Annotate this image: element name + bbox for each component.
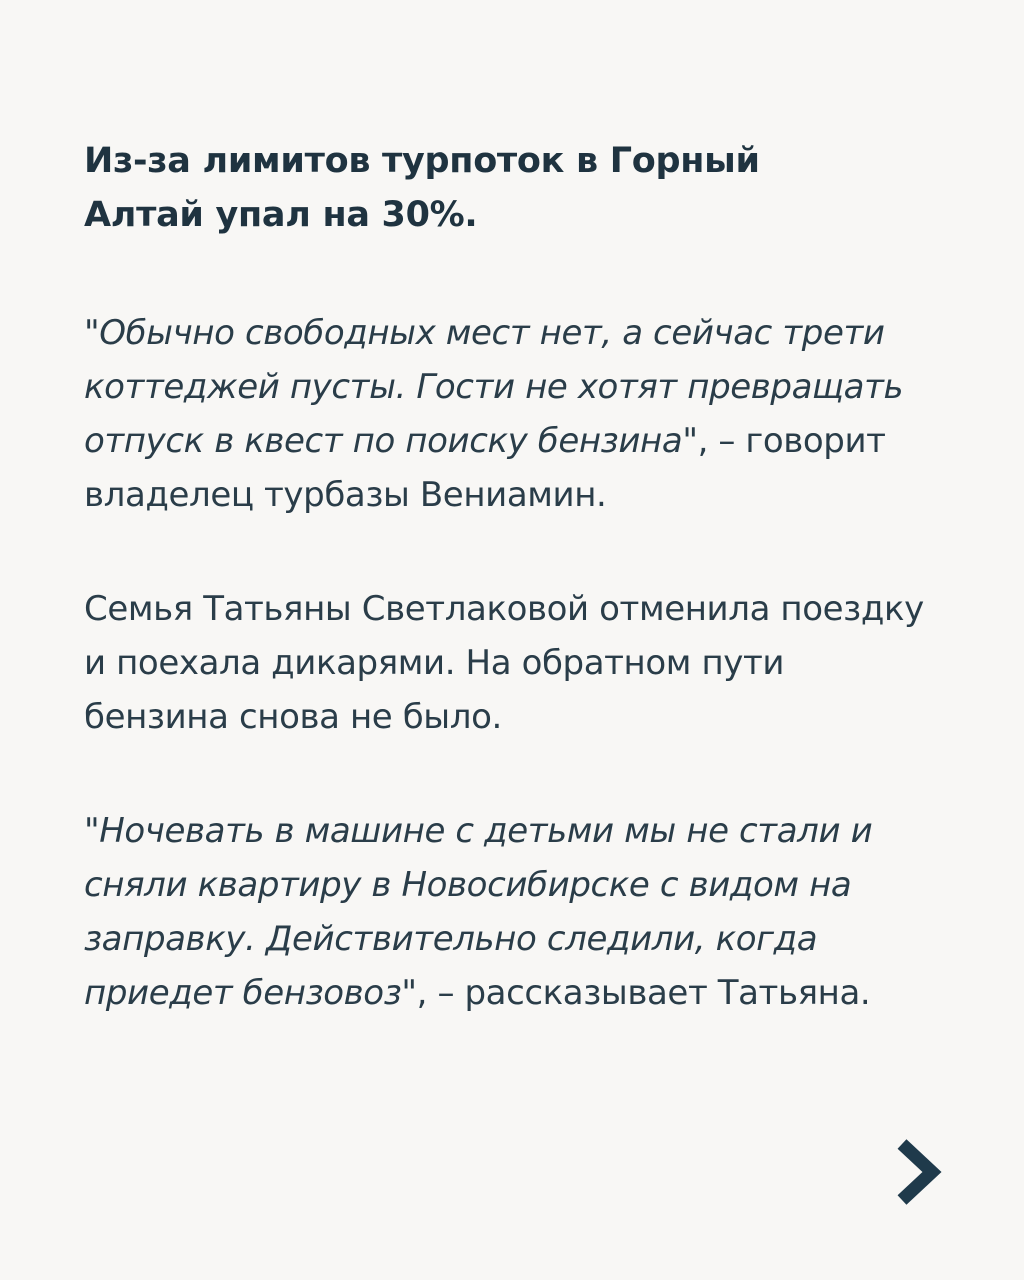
owner-quote: "Обычно свободных мест нет, а сейчас трети коттеджей пусты. Гости не хотят превращать отпуск в квест по поиску бензина" xyxy=(84,313,904,461)
chevron-right-icon xyxy=(892,1136,944,1208)
paragraph-family-story: Семья Татьяны Светлаковой отменила поездку и поехала дикарями. На обратном пути бензина снова не было. xyxy=(84,589,924,737)
next-slide-button[interactable] xyxy=(892,1136,944,1208)
owner-attribution: , – говорит владелец турбазы Вениамин. xyxy=(84,421,886,515)
paragraph-tatiana-quote xyxy=(84,804,934,1020)
headline xyxy=(84,134,934,242)
headline-line-2: Алтай упал на 30%. xyxy=(84,195,478,235)
headline-line-1: Из-за лимитов турпоток в Горный xyxy=(84,141,760,181)
tatiana-attribution: , – рассказывает Татьяна. xyxy=(416,973,871,1013)
article-body xyxy=(84,134,934,1020)
paragraph-owner-quote xyxy=(84,306,934,522)
tatiana-quote: "Ночевать в машине с детьми мы не стали и сняли квартиру в Новосибирске с видом на заправку. Действительно следили, когда приедет бензовоз" xyxy=(84,811,873,1013)
